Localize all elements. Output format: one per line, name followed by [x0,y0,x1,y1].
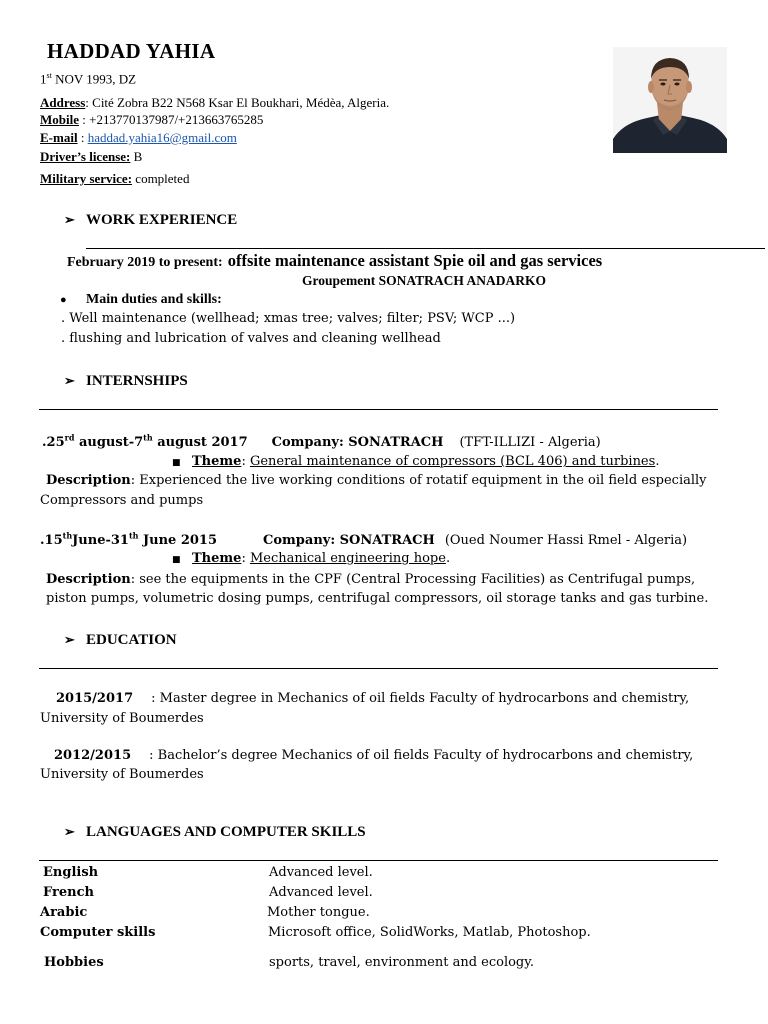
address-line [40,95,389,111]
work-group: Groupement SONATRACH ANADARKO [301,273,546,288]
theme-value: General maintenance of compressors (BCL 406) and turbines [249,454,656,469]
arrow-bullet-icon: ➢ [64,373,75,388]
skill-label-hobbies: Hobbies [44,955,104,970]
military-line [40,171,189,187]
internship-description-cont: Compressors and pumps [40,493,204,508]
address-label: Address [40,95,86,110]
education-institution: University of Boumerdes [40,711,204,726]
skill-value-hobbies: sports, travel, environment and ecology. [269,955,535,970]
education-degree: : Bachelor’s degree Mechanics of oil fields Faculty of hydrocarbons and chemistry, [149,748,694,763]
education-institution: University of Boumerdes [40,767,204,782]
section-divider [86,248,765,249]
internship-location: (TFT-ILLIZI - Algeria) [459,435,601,451]
candidate-name: HADDAD YAHIA [47,39,216,63]
email-label: E-mail [40,130,78,145]
square-bullet-icon: ■ [172,458,181,468]
skill-label-french: French [43,885,94,900]
internship-company: Company: SONATRACH [271,435,444,451]
internships-heading [64,373,188,390]
education-title: EDUCATION [86,632,177,648]
internship-theme: ■ Theme: Mechanical engineering hope. [172,551,451,566]
square-bullet-icon: ■ [172,555,181,565]
military-label: Military service: [40,171,133,186]
internship-description-cont: piston pumps, volumetric dosing pumps, centrifugal compressors, oil storage tanks and gas turbine. [46,591,709,606]
birth-info [40,71,136,87]
duty-item: . Well maintenance (wellhead; xmas tree; valves; filter; PSV; WCP ...) [61,311,516,326]
theme-value: Mechanical engineering hope [249,551,446,566]
birth-day-suffix: st [46,71,52,80]
military-value: completed [132,171,190,186]
internship-date: .15thJune-31th June 2015 [40,531,218,549]
skill-label-english: English [43,865,99,880]
address-value: : Cité Zobra B22 N568 Ksar El Boukhari, Médèa, Algeria. [85,95,390,110]
mobile-value: : +213770137987/+213663765285 [79,112,264,127]
skills-heading [64,824,366,841]
duties-heading [60,292,222,308]
description-text: : Experienced the live working conditions of rotatif equipment in the oil field especially [130,473,707,488]
work-entry-header [67,251,602,271]
mobile-label: Mobile [40,112,79,127]
section-divider [39,409,718,410]
arrow-bullet-icon: ➢ [64,824,75,839]
education-entry [54,748,693,763]
email-separator: : [77,130,88,145]
education-degree: : Master degree in Mechanics of oil fields Faculty of hydrocarbons and chemistry, [151,691,690,706]
email-line [40,130,237,146]
work-period: February 2019 to present: [67,255,223,270]
work-title: offsite maintenance assistant Spie oil and gas services [227,251,603,270]
skill-value-french: Advanced level. [269,885,373,900]
education-years: 2015/2017 [56,691,134,706]
internships-title: INTERNSHIPS [86,373,188,389]
portrait-image [613,47,727,153]
skill-label-arabic: Arabic [40,905,88,920]
description-text: : see the equipments in the CPF (Central Processing Facilities) as Centrifugal pumps, [130,572,696,587]
arrow-bullet-icon: ➢ [64,632,75,647]
internship-date: .25rd august-7th august 2017 [42,433,248,451]
birth-date-place: NOV 1993, DZ [51,71,137,87]
section-divider [39,860,718,861]
license-value: B [130,149,143,164]
skills-title: LANGUAGES AND COMPUTER SKILLS [86,824,366,840]
internship-header [40,531,687,548]
internship-header [42,433,601,450]
internship-theme: ■ Theme: General maintenance of compressors (BCL 406) and turbines. [172,454,660,469]
internship-description [46,572,695,587]
work-experience-heading [64,212,237,229]
email-link[interactable]: haddad.yahia16@gmail.com [87,130,237,145]
theme-label: Theme [192,454,242,469]
skill-value-arabic: Mother tongue. [267,905,370,920]
section-divider [39,668,718,669]
internship-company: Company: SONATRACH [263,533,435,549]
description-label: Description [46,473,131,488]
internship-location: (Oued Noumer Hassi Rmel - Algeria) [444,533,688,549]
license-line [40,149,142,165]
mobile-line [40,112,263,128]
education-years: 2012/2015 [54,748,132,763]
birth-day: 1 [40,71,47,87]
duties-heading-label: Main duties and skills: [86,292,222,307]
bullet-icon: ● [60,294,67,306]
license-label: Driver’s license: [40,149,131,164]
skill-value-computer: Microsoft office, SolidWorks, Matlab, Photoshop. [268,925,591,940]
work-experience-title: WORK EXPERIENCE [86,212,238,228]
arrow-bullet-icon: ➢ [64,212,75,227]
education-heading [64,632,177,649]
skill-value-english: Advanced level. [269,865,373,880]
theme-label: Theme [192,551,242,566]
profile-photo [613,47,727,153]
education-entry [56,691,689,706]
duty-item: . flushing and lubrication of valves and cleaning wellhead [61,331,441,346]
description-label: Description [46,572,131,587]
internship-description [46,473,707,488]
skill-label-computer: Computer skills [40,925,156,940]
